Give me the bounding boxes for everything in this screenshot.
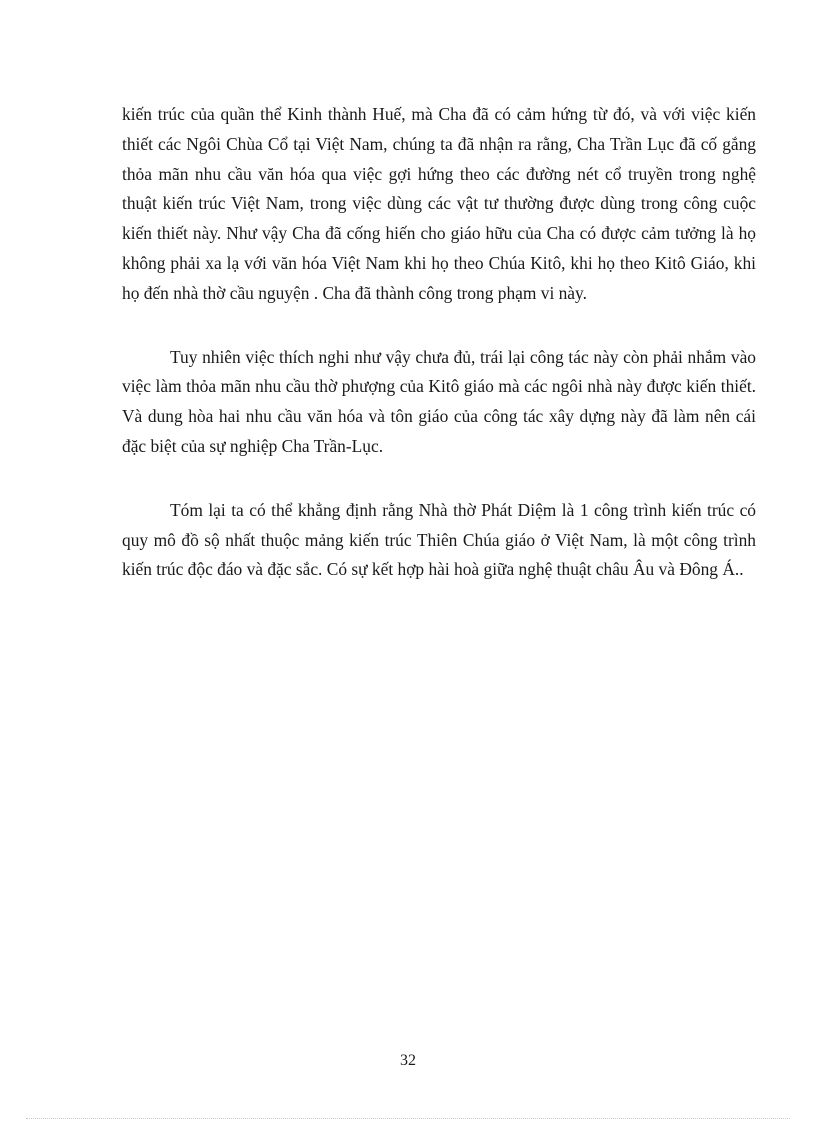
paragraph-continuation: kiến trúc của quần thể Kinh thành Huế, mà Cha đã có cảm hứng từ đó, và với việc kiến thiết các Ngôi Chùa Cổ tại Việt Nam, chúng ta đã nhận ra rằng, Cha Trần Lục đã cố gắng thỏa mãn nhu cầu văn hóa qua việc gợi hứng theo các đường nét cổ truyền trong nghệ thuật kiến trúc Việt Nam, trong việc dùng các vật tư thường được dùng trong công cuộc kiến thiết này. Như vậy Cha đã cống hiến cho giáo hữu của Cha có được cảm tưởng là họ không phải xa lạ với văn hóa Việt Nam khi họ theo Chúa Kitô, khi họ theo Kitô Giáo, khi họ đến nhà thờ cầu nguyện . Cha đã thành công trong phạm vi này. bbox=[122, 104, 756, 303]
paragraph-conclusion: Tóm lại ta có thể khẳng định rằng Nhà thờ Phát Diệm là 1 công trình kiến trúc có quy mô đồ sộ nhất thuộc mảng kiến trúc Thiên Chúa giáo ở Việt Nam, là một công trình kiến trúc độc đáo và đặc sắc. Có sự kết hợp hài hoà giữa nghệ thuật châu Âu và Đông Á.. bbox=[122, 499, 756, 580]
page-bottom-divider bbox=[26, 1118, 790, 1119]
body-text bbox=[122, 100, 756, 619]
page-number: 32 bbox=[400, 1052, 416, 1069]
paragraph-adaptation: Tuy nhiên việc thích nghi như vậy chưa đủ, trái lại công tác này còn phải nhắm vào việc làm thỏa mãn nhu cầu thờ phượng của Kitô giáo mà các ngôi nhà này được kiến thiết. Và dung hòa hai nhu cầu văn hóa và tôn giáo của công tác xây dựng này đã làm nên cái đặc biệt của sự nghiệp Cha Trần-Lục. bbox=[122, 346, 756, 456]
